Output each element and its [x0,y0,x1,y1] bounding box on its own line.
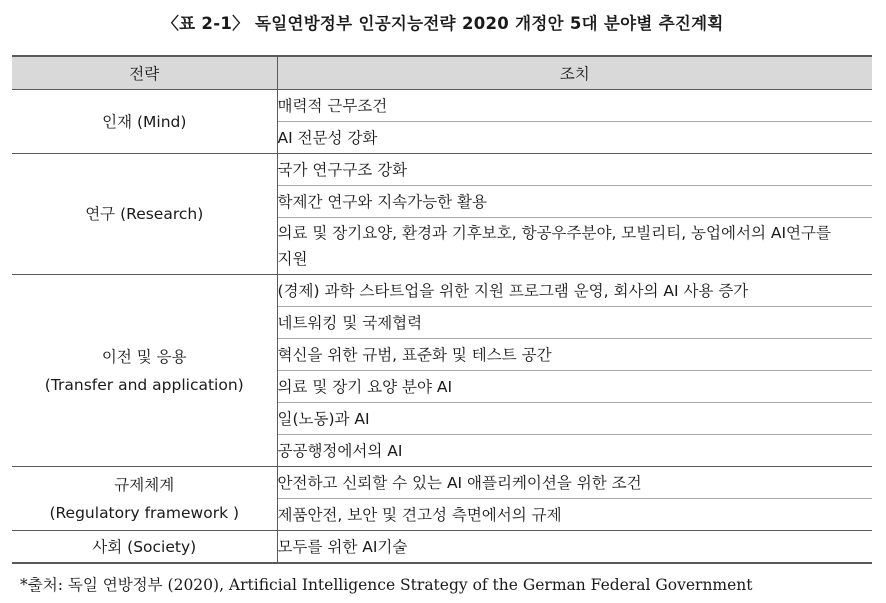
action-cell: 네트워킹 및 국제협력 [277,307,872,339]
strategy-table [12,55,872,564]
source-footnote: *출처: 독일 연방정부 (2020), Artificial Intelligence Strategy of the German Federal Government [20,576,753,594]
strategy-cell-regulatory [12,467,277,531]
action-cell: 학제간 연구와 지속가능한 활용 [277,186,872,218]
header-row [12,56,872,90]
table-row [12,275,872,307]
strategy-label: 이전 및 응용 [101,347,187,366]
action-cell: 모두를 위한 AI기술 [277,531,872,564]
action-cell: 안전하고 신뢰할 수 있는 AI 애플리케이션을 위한 조건 [277,467,872,499]
table-row [12,154,872,186]
table-title: 〈표 2-1〉 독일연방정부 인공지능전략 2020 개정안 5대 분야별 추진계획 [162,14,724,33]
table-row [12,531,872,564]
action-cell: 공공행정에서의 AI [277,435,872,467]
action-cell: 매력적 근무조건 [277,90,872,122]
strategy-label: 인재 (Mind) [102,112,187,131]
action-cell: 국가 연구구조 강화 [277,154,872,186]
action-cell: 의료 및 장기요양, 환경과 기후보호, 항공우주분야, 모빌리티, 농업에서의 AI연구를 지원 [277,218,872,275]
action-cell: 일(노동)과 AI [277,403,872,435]
action-cell: (경제) 과학 스타트업을 위한 지원 프로그램 운영, 회사의 AI 사용 증가 [277,275,872,307]
strategy-cell-society [12,531,277,564]
header-strategy: 전략 [12,56,277,90]
strategy-label: 연구 (Research) [85,205,204,223]
strategy-cell-research [12,154,277,275]
table-row [12,467,872,499]
header-action: 조치 [277,56,872,90]
strategy-label-en: (Regulatory framework ) [49,503,240,522]
action-cell: 의료 및 장기 요양 분야 AI [277,371,872,403]
strategy-label-en: (Transfer and application) [44,375,244,394]
action-cell: AI 전문성 강화 [277,122,872,154]
strategy-cell-transfer [12,275,277,467]
strategy-label: 사회 (Society) [92,537,197,556]
strategy-label: 규제체계 [114,475,175,494]
action-cell: 혁신을 위한 규범, 표준화 및 테스트 공간 [277,339,872,371]
action-cell: 제품안전, 보안 및 견고성 측면에서의 규제 [277,499,872,531]
table-row [12,90,872,122]
strategy-cell-mind [12,90,277,154]
